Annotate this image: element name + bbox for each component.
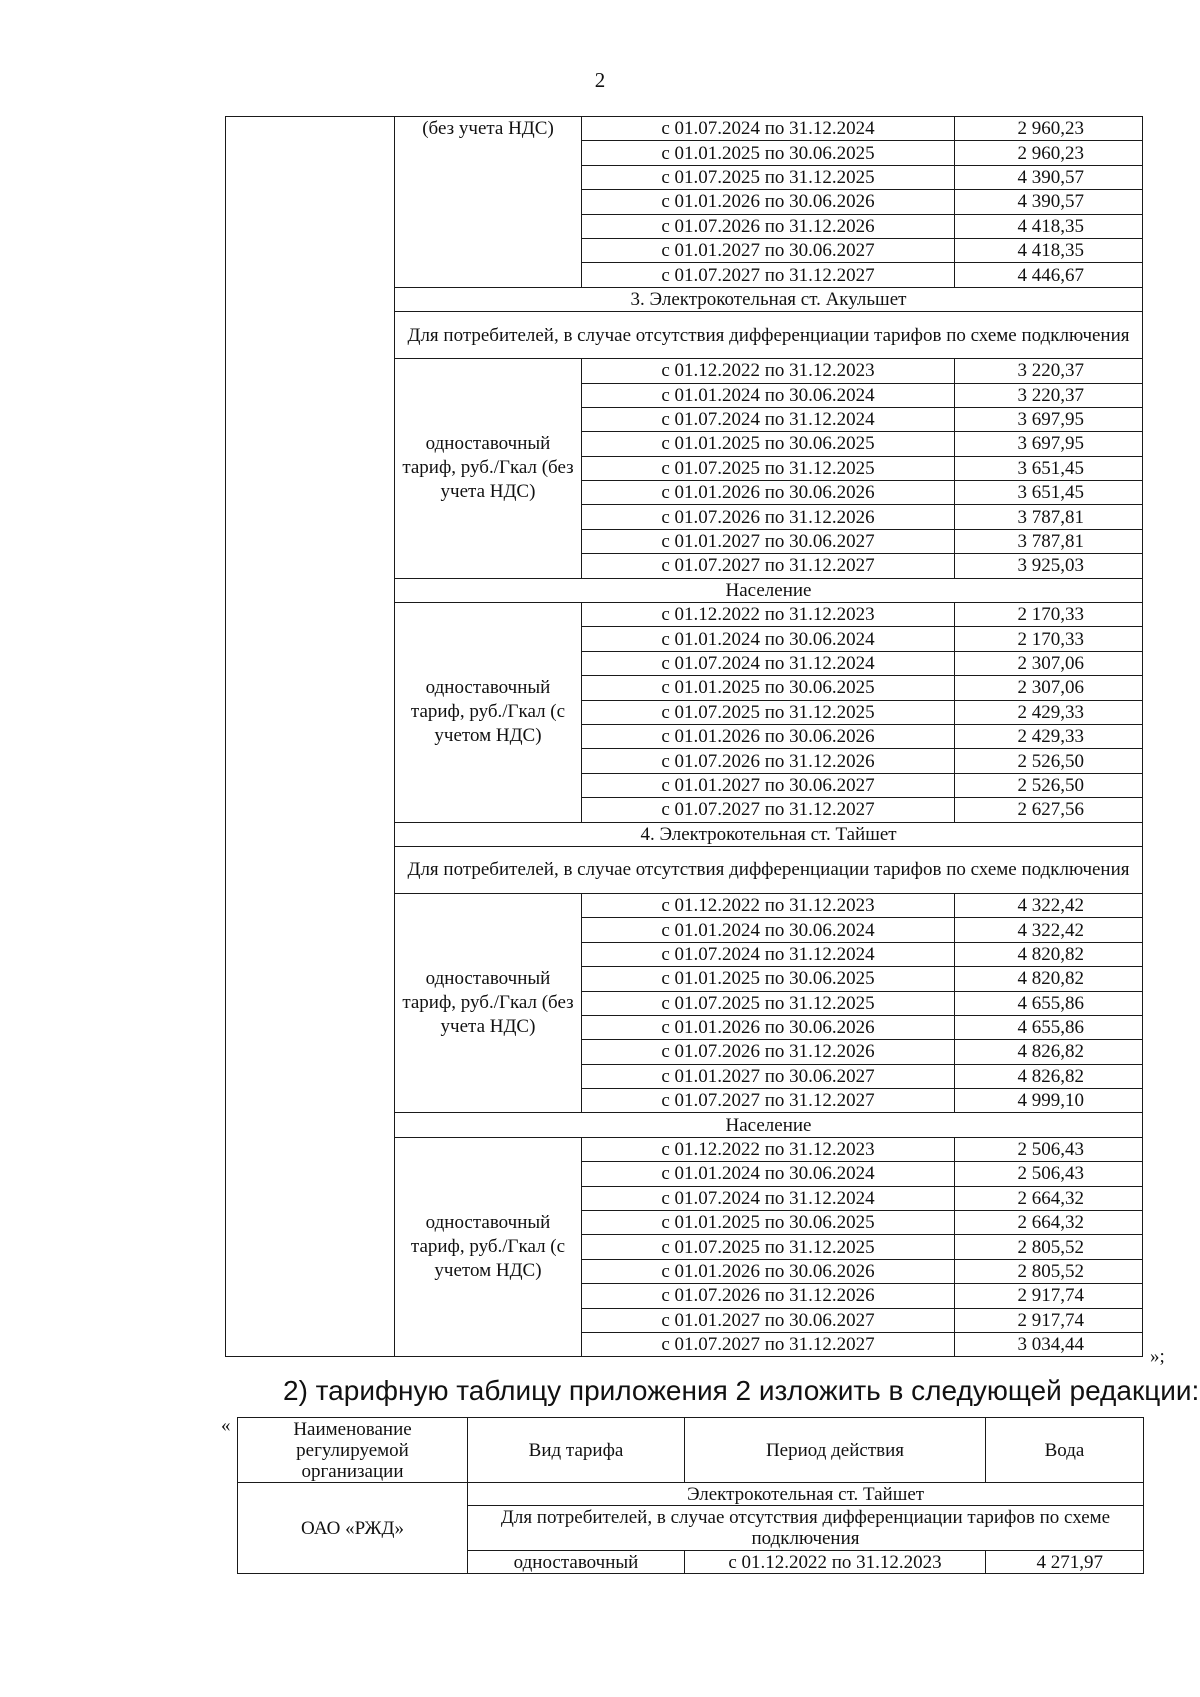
- tariff-label-cell: (без учета НДС): [395, 117, 582, 288]
- tariff-table: [225, 116, 1143, 1357]
- tariff-label-cell: одноставочный тариф, руб./Гкал (с учетом НДС): [395, 603, 582, 823]
- header-organization: Наименование регулируемой организации: [238, 1418, 468, 1483]
- section-title-cell: 4. Электрокотельная ст. Тайшет: [395, 822, 1143, 846]
- appendix-header-row: [238, 1418, 1144, 1483]
- period-cell: с 01.01.2026 по 30.06.2026: [582, 724, 955, 748]
- value-cell: 3 220,37: [955, 359, 1143, 383]
- value-cell: 3 925,03: [955, 554, 1143, 578]
- value-cell: 4 655,86: [955, 991, 1143, 1015]
- value-cell: 3 697,95: [955, 407, 1143, 431]
- period-cell: с 01.01.2026 по 30.06.2026: [582, 190, 955, 214]
- organization-name: ОАО «РЖД»: [238, 1483, 468, 1574]
- value-cell: 4 418,35: [955, 214, 1143, 238]
- value-cell: 2 664,32: [955, 1186, 1143, 1210]
- opening-quote: «: [221, 1415, 231, 1436]
- value-cell: 3 034,44: [955, 1332, 1143, 1356]
- value-cell: 2 170,33: [955, 627, 1143, 651]
- group-header: Для потребителей, в случае отсутствия дифференциации тарифов по схеме подключения: [468, 1506, 1144, 1551]
- group-header-cell: Для потребителей, в случае отсутствия дифференциации тарифов по схеме подключения: [395, 846, 1143, 893]
- value-cell: 4 826,82: [955, 1040, 1143, 1064]
- period-cell: с 01.01.2027 по 30.06.2027: [582, 773, 955, 797]
- header-period: Период действия: [685, 1418, 986, 1483]
- value-cell: 2 506,43: [955, 1137, 1143, 1161]
- period-cell: с 01.12.2022 по 31.12.2023: [582, 1137, 955, 1161]
- value-cell: 3 787,81: [955, 529, 1143, 553]
- value-cell: 2 429,33: [955, 700, 1143, 724]
- appendix-section-row: [238, 1483, 1144, 1506]
- period-cell: с 01.07.2027 по 31.12.2027: [582, 263, 955, 287]
- tariff-label-cell: одноставочный тариф, руб./Гкал (без учета НДС): [395, 893, 582, 1113]
- value-cell: 4 820,82: [955, 967, 1143, 991]
- period-cell: с 01.07.2025 по 31.12.2025: [582, 1235, 955, 1259]
- tariff-label-cell: одноставочный тариф, руб./Гкал (без учета НДС): [395, 359, 582, 579]
- period-cell: с 01.01.2025 по 30.06.2025: [582, 967, 955, 991]
- value-cell: 3 220,37: [955, 383, 1143, 407]
- period-cell: с 01.07.2027 по 31.12.2027: [582, 798, 955, 822]
- appendix-table: [237, 1417, 1144, 1574]
- value-cell: 2 307,06: [955, 651, 1143, 675]
- section-title-cell: 3. Электрокотельная ст. Акульшет: [395, 287, 1143, 311]
- header-tariff-type: Вид тарифа: [468, 1418, 685, 1483]
- tariff-value: 4 271,97: [986, 1551, 1144, 1574]
- section-title: Электрокотельная ст. Тайшет: [468, 1483, 1144, 1506]
- value-cell: 4 418,35: [955, 238, 1143, 262]
- period-cell: с 01.01.2025 по 30.06.2025: [582, 1211, 955, 1235]
- period-cell: с 01.07.2024 по 31.12.2024: [582, 407, 955, 431]
- header-water: Вода: [986, 1418, 1144, 1483]
- value-cell: 2 805,52: [955, 1259, 1143, 1283]
- period-cell: с 01.07.2027 по 31.12.2027: [582, 554, 955, 578]
- value-cell: 2 960,23: [955, 117, 1143, 141]
- period-cell: с 01.07.2025 по 31.12.2025: [582, 456, 955, 480]
- value-cell: 2 526,50: [955, 749, 1143, 773]
- tariff-label-cell: одноставочный тариф, руб./Гкал (с учетом НДС): [395, 1137, 582, 1357]
- period-cell: с 01.01.2024 по 30.06.2024: [582, 918, 955, 942]
- period-cell: с 01.07.2026 по 31.12.2026: [582, 1040, 955, 1064]
- group-header-cell: Для потребителей, в случае отсутствия дифференциации тарифов по схеме подключения: [395, 312, 1143, 359]
- table-row: [226, 117, 1143, 141]
- value-cell: 2 627,56: [955, 798, 1143, 822]
- page-number: 2: [594, 68, 606, 92]
- value-cell: 3 787,81: [955, 505, 1143, 529]
- period-cell: с 01.07.2025 по 31.12.2025: [582, 700, 955, 724]
- value-cell: 2 960,23: [955, 141, 1143, 165]
- value-cell: 3 651,45: [955, 481, 1143, 505]
- period-cell: с 01.12.2022 по 31.12.2023: [582, 603, 955, 627]
- value-cell: 4 390,57: [955, 190, 1143, 214]
- period-cell: с 01.01.2026 по 30.06.2026: [582, 1259, 955, 1283]
- period-cell: с 01.01.2025 по 30.06.2025: [582, 676, 955, 700]
- value-cell: 4 446,67: [955, 263, 1143, 287]
- period-cell: с 01.07.2026 по 31.12.2026: [582, 505, 955, 529]
- value-cell: 3 651,45: [955, 456, 1143, 480]
- period-cell: с 01.07.2024 по 31.12.2024: [582, 117, 955, 141]
- value-cell: 4 322,42: [955, 918, 1143, 942]
- period-cell: с 01.07.2024 по 31.12.2024: [582, 1186, 955, 1210]
- value-cell: 4 820,82: [955, 942, 1143, 966]
- period-cell: с 01.01.2027 по 30.06.2027: [582, 238, 955, 262]
- value-cell: 4 390,57: [955, 165, 1143, 189]
- period-cell: с 01.12.2022 по 31.12.2023: [582, 893, 955, 917]
- period-cell: с 01.07.2024 по 31.12.2024: [582, 651, 955, 675]
- value-cell: 2 805,52: [955, 1235, 1143, 1259]
- period-cell: с 01.07.2025 по 31.12.2025: [582, 165, 955, 189]
- period: с 01.12.2022 по 31.12.2023: [685, 1551, 986, 1574]
- value-cell: 2 307,06: [955, 676, 1143, 700]
- period-cell: с 01.12.2022 по 31.12.2023: [582, 359, 955, 383]
- period-cell: с 01.07.2026 по 31.12.2026: [582, 1284, 955, 1308]
- period-cell: с 01.01.2027 по 30.06.2027: [582, 529, 955, 553]
- period-cell: с 01.07.2026 по 31.12.2026: [582, 749, 955, 773]
- value-cell: 2 506,43: [955, 1162, 1143, 1186]
- value-cell: 4 999,10: [955, 1089, 1143, 1113]
- closing-quote: »;: [1150, 1346, 1165, 1367]
- blank-org-column: [226, 117, 395, 1357]
- tariff-type: одноставочный: [468, 1551, 685, 1574]
- period-cell: с 01.01.2025 по 30.06.2025: [582, 141, 955, 165]
- period-cell: с 01.01.2024 по 30.06.2024: [582, 627, 955, 651]
- value-cell: 2 664,32: [955, 1211, 1143, 1235]
- period-cell: с 01.01.2027 по 30.06.2027: [582, 1308, 955, 1332]
- period-cell: с 01.07.2027 по 31.12.2027: [582, 1332, 955, 1356]
- group-header-cell: Население: [395, 578, 1143, 602]
- period-cell: с 01.01.2025 по 30.06.2025: [582, 432, 955, 456]
- value-cell: 2 917,74: [955, 1284, 1143, 1308]
- value-cell: 4 655,86: [955, 1015, 1143, 1039]
- period-cell: с 01.07.2024 по 31.12.2024: [582, 942, 955, 966]
- value-cell: 4 322,42: [955, 893, 1143, 917]
- period-cell: с 01.07.2027 по 31.12.2027: [582, 1089, 955, 1113]
- period-cell: с 01.01.2026 по 30.06.2026: [582, 481, 955, 505]
- value-cell: 2 429,33: [955, 724, 1143, 748]
- value-cell: 2 917,74: [955, 1308, 1143, 1332]
- period-cell: с 01.01.2027 по 30.06.2027: [582, 1064, 955, 1088]
- period-cell: с 01.07.2025 по 31.12.2025: [582, 991, 955, 1015]
- group-header-cell: Население: [395, 1113, 1143, 1137]
- period-cell: с 01.01.2024 по 30.06.2024: [582, 383, 955, 407]
- period-cell: с 01.01.2024 по 30.06.2024: [582, 1162, 955, 1186]
- value-cell: 4 826,82: [955, 1064, 1143, 1088]
- period-cell: с 01.01.2026 по 30.06.2026: [582, 1015, 955, 1039]
- value-cell: 3 697,95: [955, 432, 1143, 456]
- period-cell: с 01.07.2026 по 31.12.2026: [582, 214, 955, 238]
- value-cell: 2 526,50: [955, 773, 1143, 797]
- value-cell: 2 170,33: [955, 603, 1143, 627]
- section-heading: 2) тарифную таблицу приложения 2 изложить в следующей редакции:: [283, 1375, 1200, 1406]
